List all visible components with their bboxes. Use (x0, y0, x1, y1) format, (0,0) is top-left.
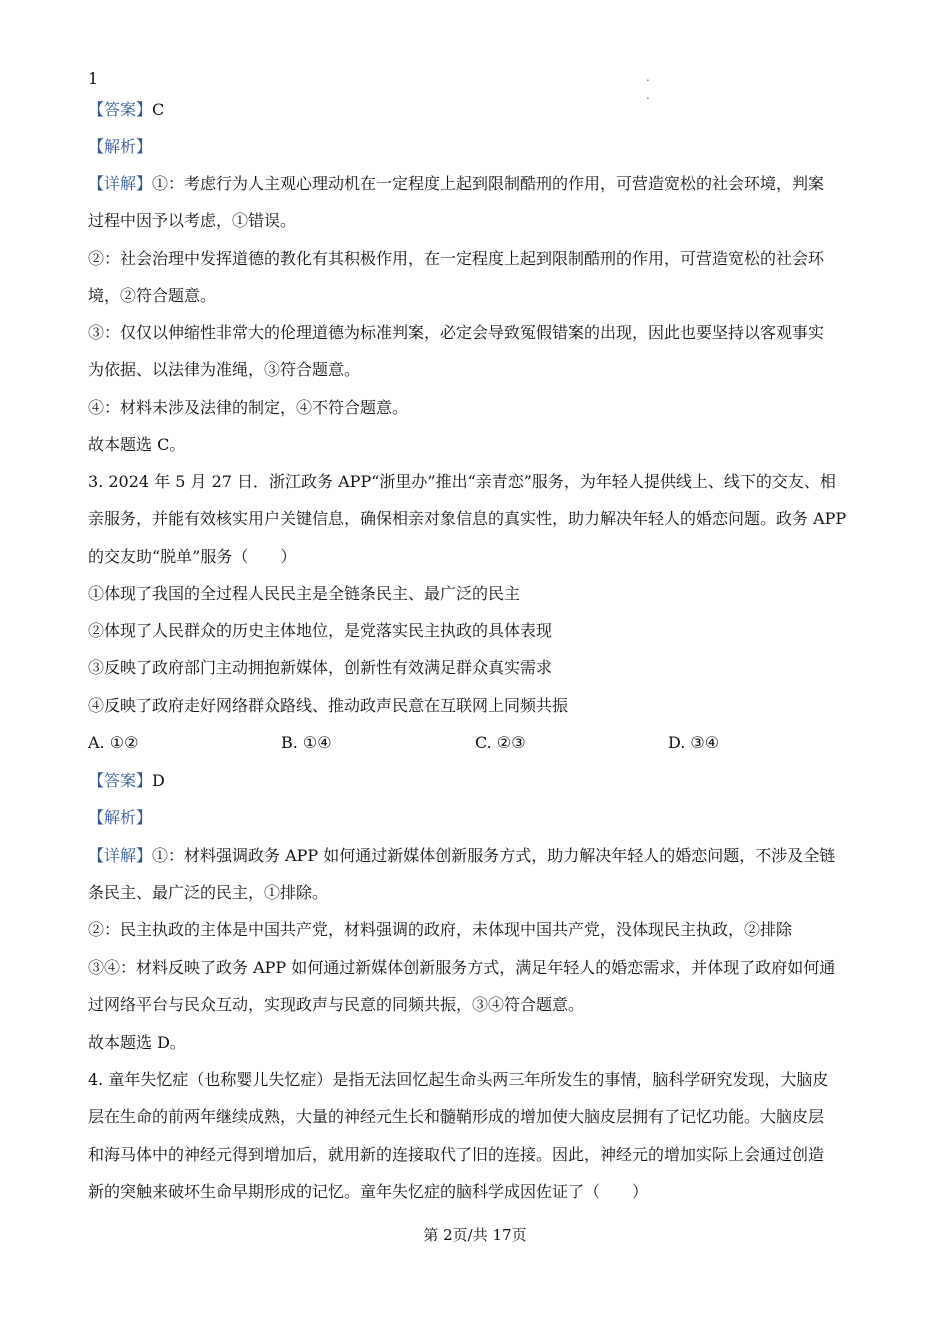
q3-stem-line: 的交友助“脱单”服务（ ） (88, 547, 297, 566)
answer-label: 【答案】 (88, 771, 153, 790)
q3-conclusion: 故本题选 D。 (88, 1033, 186, 1052)
q4-stem-line: 层在生命的前两年继续成熟，大量的神经元生长和髓鞘形成的增加使大脑皮层拥有了记忆功能。大脑皮层 (88, 1107, 825, 1126)
answer-value: C (152, 100, 165, 119)
q2-detail-line: ②：社会治理中发挥道德的教化有其积极作用，在一定程度上起到限制酷刑的作用，可营造宽松的社会环 (88, 249, 825, 268)
q3-statement: ③反映了政府部门主动拥抱新媒体，创新性有效满足群众真实需求 (88, 658, 553, 677)
q3-statement: ①体现了我国的全过程人民民主是全链条民主、最广泛的民主 (88, 584, 521, 603)
q3-analysis-label: 【解析】 (88, 808, 153, 827)
q3-option-b: B. ①④ (281, 733, 332, 752)
detail-label: 【详解】 (88, 846, 153, 865)
q2-detail-line (88, 173, 824, 195)
answer-label: 【答案】 (88, 100, 153, 119)
q2-detail-line: 过程中因予以考虑，①错误。 (88, 211, 297, 230)
q3-stem-line: 亲服务，并能有效核实用户关键信息，确保相亲对象信息的真实性，助力解决年轻人的婚恋问题。政务 APP (88, 509, 847, 528)
q2-answer (88, 99, 164, 121)
q3-detail-line: ③④：材料反映了政务 APP 如何通过新媒体创新服务方式，满足年轻人的婚恋需求，并体现了政府如何通 (88, 958, 836, 977)
answer-value: D (152, 771, 165, 790)
q3-detail-line (88, 845, 835, 867)
q2-detail-line: ③：仅仅以伸缩性非常大的伦理道德为标准判案，必定会导致冤假错案的出现，因此也要坚持以客观事实 (88, 323, 825, 342)
q2-conclusion: 故本题选 C。 (88, 435, 186, 454)
q4-stem-line: 新的突触来破坏生命早期形成的记忆。童年失忆症的脑科学成因佐证了（ ） (88, 1182, 649, 1201)
q2-detail-line: 为依据、以法律为准绳，③符合题意。 (88, 360, 361, 379)
q2-analysis-label: 【解析】 (88, 137, 153, 156)
dot-mark: . (646, 88, 650, 102)
q4-stem-line: 4. 童年失忆症（也称婴儿失忆症）是指无法回忆起生命头两三年所发生的事情，脑科学研究发现，大脑皮 (88, 1070, 829, 1089)
dot-mark: . (646, 70, 650, 84)
q2-detail-line: 境，②符合题意。 (88, 286, 217, 305)
q3-stem-line: 3. 2024 年 5 月 27 日．浙江政务 APP“浙里办”推出“亲青恋”服务，为年轻人提供线上、线下的交友、相 (88, 472, 836, 491)
detail-label: 【详解】 (88, 174, 153, 193)
q3-option-a: A. ①② (88, 733, 139, 752)
q3-option-d: D. ③④ (668, 733, 720, 752)
q2-detail-line: ④：材料未涉及法律的制定，④不符合题意。 (88, 398, 409, 417)
detail-text: ①：材料强调政务 APP 如何通过新媒体创新服务方式，助力解决年轻人的婚恋问题，不涉及全链 (152, 846, 836, 865)
q3-statement: ②体现了人民群众的历史主体地位，是党落实民主执政的具体表现 (88, 621, 553, 640)
q3-detail-line: 过网络平台与民众互动，实现政声与民意的同频共振，③④符合题意。 (88, 995, 585, 1014)
q3-statement: ④反映了政府走好网络群众路线、推动政声民意在互联网上同频共振 (88, 696, 569, 715)
q3-answer (88, 770, 165, 792)
q3-option-c: C. ②③ (475, 733, 526, 752)
q3-detail-line: 条民主、最广泛的民主，①排除。 (88, 883, 329, 902)
page-number-top: 1 (88, 69, 99, 88)
page-footer: 第 2页/共 17页 (423, 1226, 527, 1244)
q4-stem-line: 和海马体中的神经元得到增加后，就用新的连接取代了旧的连接。因此，神经元的增加实际上会通过创造 (88, 1145, 825, 1164)
detail-text: ①：考虑行为人主观心理动机在一定程度上起到限制酷刑的作用，可营造宽松的社会环境，判案 (152, 174, 825, 193)
q3-detail-line: ②：民主执政的主体是中国共产党，材料强调的政府，未体现中国共产党，没体现民主执政，②排除 (88, 920, 793, 939)
